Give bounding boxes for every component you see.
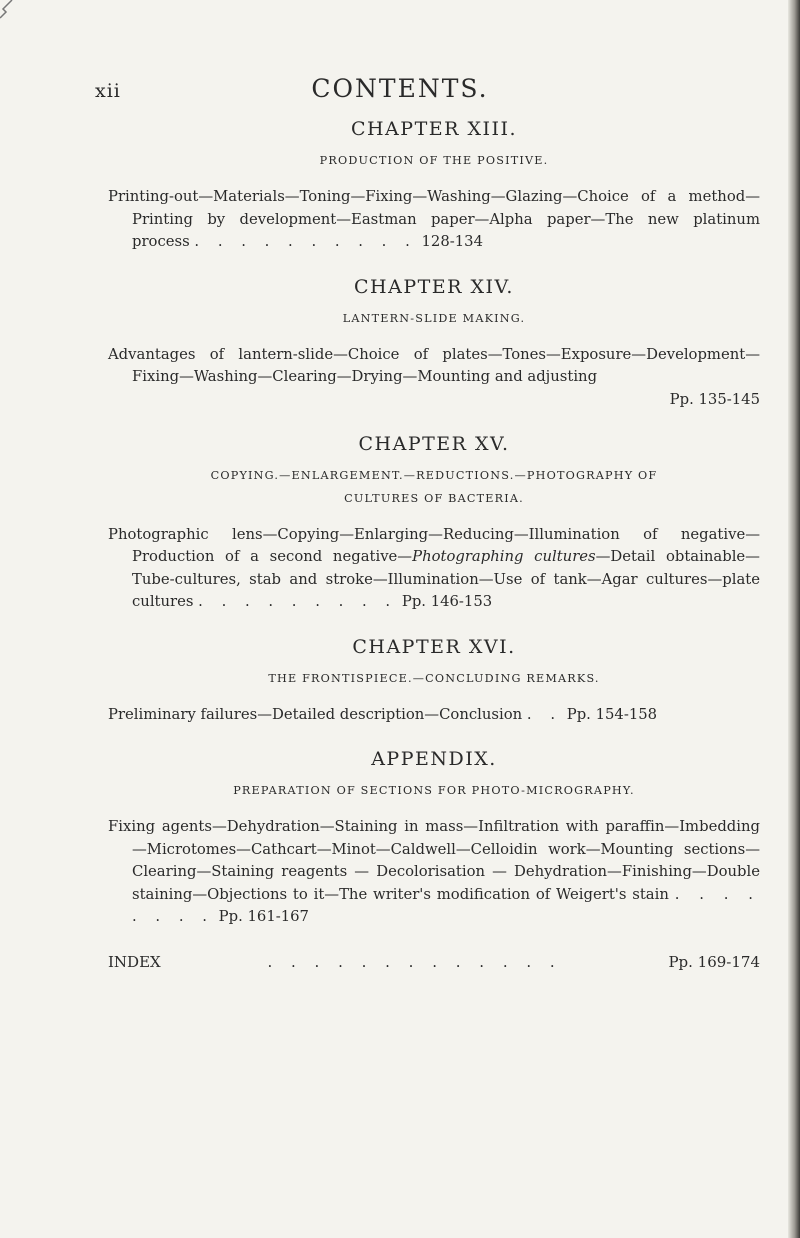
chapter-summary — [108, 704, 760, 727]
chapter-subtitle: LANTERN-SLIDE MAKING. — [342, 311, 526, 325]
chapter-summary — [108, 344, 760, 389]
subtitle-line: COPYING.—ENLARGEMENT.—REDUCTIONS.—PHOTOGRAPHY OF — [210, 468, 658, 482]
chapter-summary — [108, 524, 760, 614]
page-range: Pp. 135-145 — [669, 390, 760, 408]
page-edge-shadow — [788, 0, 800, 1238]
running-head: CONTENTS. — [311, 74, 489, 103]
page-number: xii — [95, 80, 121, 102]
chapter-subtitle: PRODUCTION OF THE POSITIVE. — [319, 154, 549, 167]
page-range: Pp. 161-167 — [218, 908, 309, 925]
contents-body — [108, 118, 760, 973]
summary-text: Printing-out—Materials—Toning—Fixing—Washing—Glazing—Choice of a method—Printing by development—Eastman paper—Alpha paper—The new platinum process — [108, 188, 760, 250]
summary-text: Fixing agents—Dehydration—Staining in mass—Infiltration with paraffin—Imbedding—Microtomes—Cathcart—Minot—Caldwell—Celloidin work—Mounting sections—Clearing—Staining reagents — Decolorisation — Dehydration—Finishing—Double staining—Objections to it—The writer's modification of Weigert's stain — [108, 818, 760, 903]
chapter-title: CHAPTER XIV. — [354, 275, 514, 298]
summary-text: Photographic lens—Copying—Enlarging—Reducing—Illumination of negative—Production of a second negative— — [108, 525, 760, 565]
chapter-subtitle — [108, 464, 760, 510]
page-range: Pp. 146-153 — [401, 593, 493, 610]
page-range: Pp. 154-158 — [566, 705, 658, 723]
subtitle-line: CULTURES OF BACTERIA. — [344, 491, 524, 505]
chapter-title: CHAPTER XIII. — [350, 118, 518, 140]
dot-leader: . . . . . . . . — [132, 885, 760, 925]
chapter-summary — [108, 816, 760, 929]
chapter-section — [108, 636, 760, 727]
chapter-subtitle: PREPARATION OF SECTIONS FOR PHOTO-MICROGRAPHY. — [233, 784, 635, 797]
dot-leader: . . — [526, 705, 563, 723]
chapter-section — [108, 118, 760, 254]
chapter-section — [108, 276, 760, 411]
chapter-subtitle: THE FRONTISPIECE.—CONCLUDING REMARKS. — [268, 671, 600, 685]
page-range: Pp. 169-174 — [668, 952, 760, 971]
chapter-title: CHAPTER XVI. — [352, 635, 516, 658]
dot-leader: . . . . . . . . . . . . . — [267, 952, 562, 971]
index-entry — [108, 951, 760, 973]
index-label: INDEX — [108, 952, 161, 971]
summary-italic-text: Photographing cultures — [412, 548, 596, 565]
dot-leader: . . . . . . . . . — [198, 593, 398, 610]
summary-text: Advantages of lantern-slide—Choice of plates—Tones—Exposure—Development—Fixing—Washing—Clearing—Drying—Mounting and adjusting — [108, 345, 760, 385]
chapter-summary — [108, 186, 760, 254]
page-range: 128-134 — [421, 233, 483, 250]
chapter-title: APPENDIX. — [371, 748, 497, 770]
page-header — [0, 72, 800, 112]
appendix-section — [108, 748, 760, 929]
torn-corner-mark — [0, 0, 22, 22]
summary-text: Preliminary failures—Detailed description—Conclusion — [108, 705, 523, 723]
chapter-title: CHAPTER XV. — [358, 432, 510, 455]
dot-leader: . . . . . . . . . . — [194, 233, 417, 250]
chapter-section — [108, 433, 760, 614]
summary-text: —Detail obtainable—Tube-cultures, stab and stroke—Illumination—Use of tank—Agar cultures—plate cultures — [132, 548, 760, 610]
